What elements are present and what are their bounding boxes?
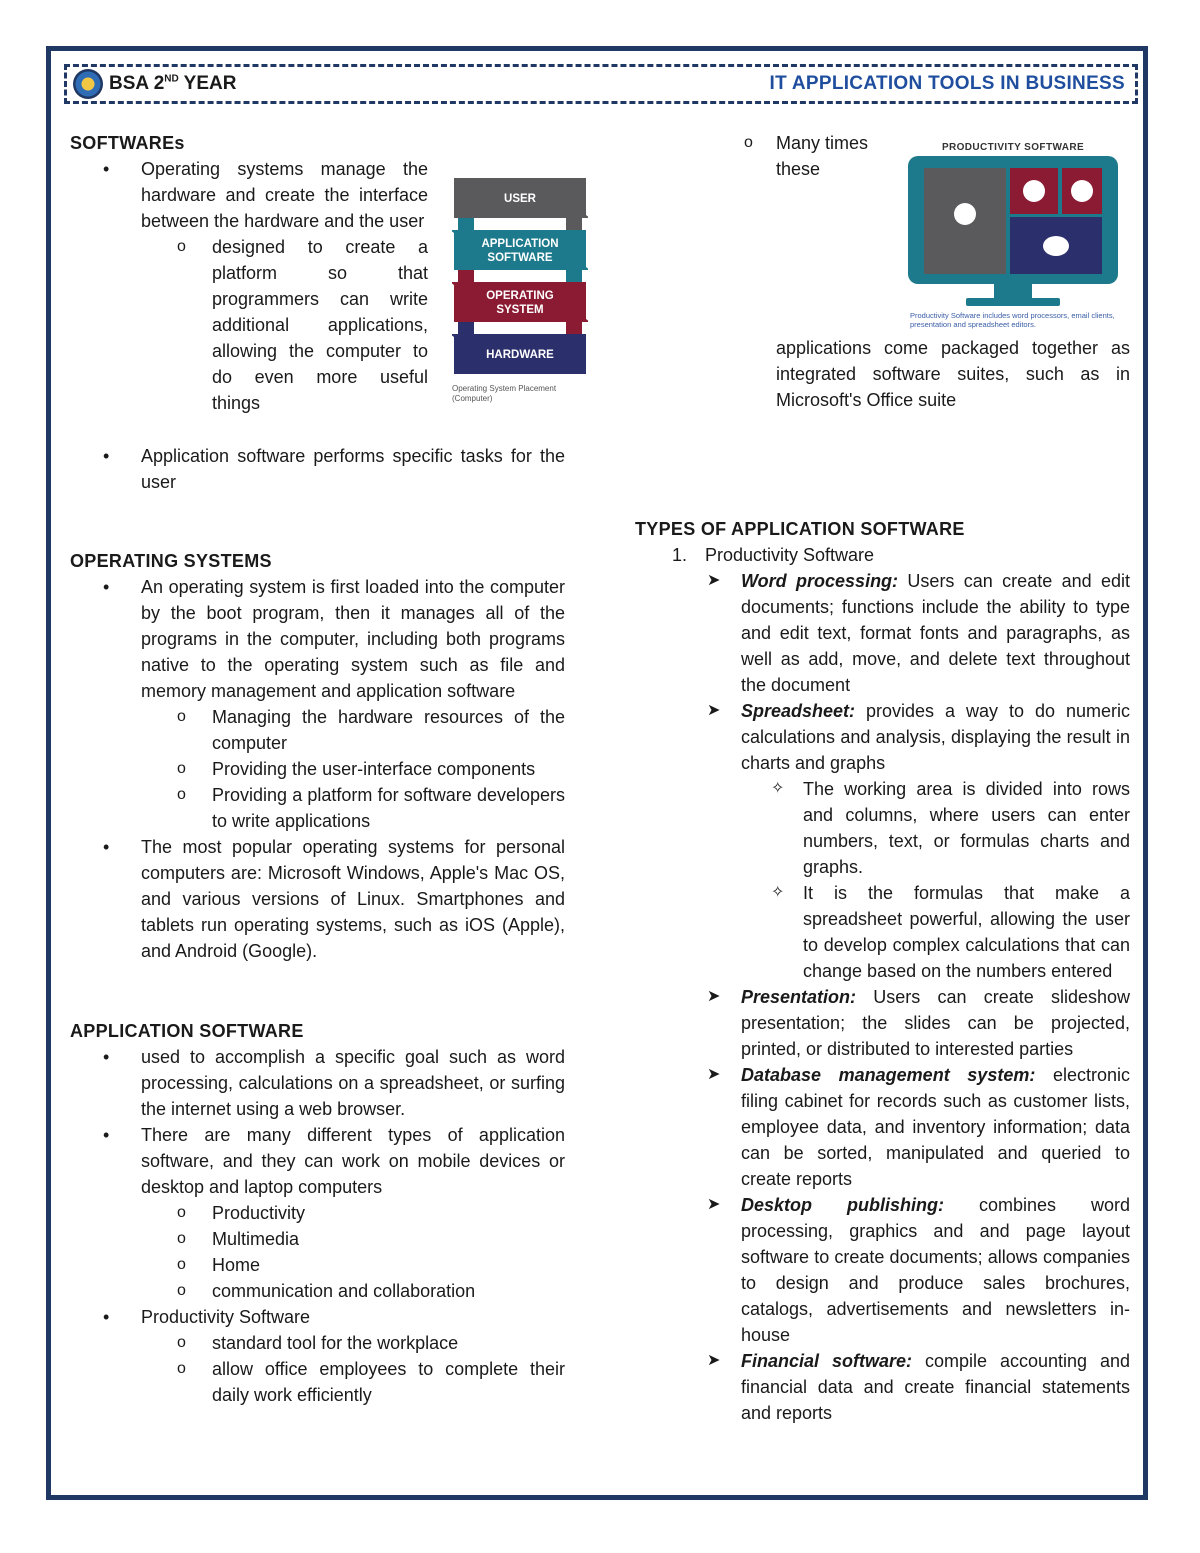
list-item: o Productivity (70, 1200, 565, 1226)
application-software-section (70, 1018, 565, 1408)
suites-note-part-b: applications come packaged together as integrated software suites, such as in Microsoft's Office suite (776, 338, 1130, 410)
operating-systems-section (70, 548, 565, 964)
definition: compile accounting and financial data and create financial statements and reports (741, 1351, 1130, 1423)
list-item: • used to accomplish a specific goal such as word processing, calculations on a spreadsheet, or surfing the internet using a web browser. (70, 1044, 565, 1122)
os-placement-figure (452, 178, 588, 403)
definition: Users can create and edit documents; functions include the ability to type and edit text, format fonts and paragraphs, as well as add, move, and delete text throughout the document (741, 571, 1130, 695)
term: Desktop publishing: (741, 1195, 944, 1215)
list-item: o designed to create a platform so that programmers can write additional applications, allowing the computer to do even more useful things (70, 234, 428, 416)
list-item: o Providing the user-interface components (70, 756, 565, 782)
list-item: • An operating system is first loaded into the computer by the boot program, then it manages all of the programs in the computer, including both programs native to the operating system such as file and memory management and application software (70, 574, 565, 704)
list-item: o Home (70, 1252, 565, 1278)
softwares-section (70, 130, 428, 416)
list-item: • There are many different types of application software, and they can work on mobile devices or desktop and laptop computers (70, 1122, 565, 1200)
item-number: 1. (672, 545, 688, 565)
spreadsheet-icon (954, 203, 976, 225)
list-item: • Operating systems manage the hardware and create the interface between the hardware and the user (70, 156, 428, 234)
subject-title: IT APPLICATION TOOLS IN BUSINESS (769, 73, 1125, 94)
softwares-section-cont (70, 443, 565, 495)
list-item: ✧ The working area is divided into rows and columns, where users can enter numbers, text, or formulas charts and graphs. (635, 776, 1130, 880)
definition: electronic filing cabinet for records such as customer lists, employee data, and inventory information; data can be sorted, manipulated and queried to create reports (741, 1065, 1130, 1189)
user-label: USER (504, 193, 536, 205)
list-item: ✧ It is the formulas that make a spreadsheet powerful, allowing the user to develop complex calculations that can change based on the numbers entered (635, 880, 1130, 984)
email-icon (1043, 236, 1069, 256)
list-item: o communication and collaboration (70, 1278, 565, 1304)
term: Spreadsheet: (741, 701, 856, 721)
item-label: Productivity Software (705, 545, 875, 565)
term: Presentation: (741, 987, 857, 1007)
types-heading: TYPES OF APPLICATION SOFTWARE (635, 519, 965, 539)
list-item: o Providing a platform for software developers to write applications (70, 782, 565, 834)
term: Word processing: (741, 571, 899, 591)
list-item (635, 1062, 1130, 1192)
types-section (635, 516, 1130, 1426)
list-item (635, 698, 1130, 776)
term: Financial software: (741, 1351, 912, 1371)
list-item: o standard tool for the workplace (70, 1330, 565, 1356)
os-label: OPERATING SYSTEM (486, 290, 554, 316)
app-heading: APPLICATION SOFTWARE (70, 1021, 304, 1041)
definition: Users can create slideshow presentation; the slides can be projected, printed, or distributed to interested parties (741, 987, 1130, 1059)
os-heading: OPERATING SYSTEMS (70, 551, 272, 571)
productivity-software-figure (904, 140, 1122, 330)
suites-note-text: Many times these (776, 133, 869, 179)
list-item (635, 1192, 1130, 1348)
list-item: o allow office employees to complete their daily work efficiently (70, 1356, 565, 1408)
monitor-illustration (904, 154, 1122, 320)
definition: combines word processing, graphics and and page layout software to create documents; allows companies to design and produce sales brochures, catalogs, advertisements and newsletters in-house (741, 1195, 1130, 1345)
list-item (635, 1348, 1130, 1426)
school-logo-icon (73, 69, 103, 99)
softwares-heading: SOFTWAREs (70, 133, 185, 153)
hw-label: HARDWARE (486, 349, 554, 361)
figure-caption: Productivity Software includes word processors, email clients, presentation and spreadsheet editors. (910, 311, 1115, 329)
definition: provides a way to do numeric calculations and analysis, displaying the result in charts and graphs (741, 701, 1130, 773)
app-label: APPLICATION SOFTWARE (481, 238, 559, 264)
figure-title: PRODUCTIVITY SOFTWARE (941, 142, 1085, 153)
presentation-icon (1071, 180, 1093, 202)
list-item: • Productivity Software (70, 1304, 565, 1330)
figure-caption: Operating System Placement (Computer) (452, 384, 557, 403)
list-item: o Managing the hardware resources of the computer (70, 704, 565, 756)
list-item: o Multimedia (70, 1226, 565, 1252)
term: Database management system: (741, 1065, 1036, 1085)
list-item (635, 984, 1130, 1062)
page-header (64, 64, 1138, 104)
numbered-item (635, 542, 1130, 568)
suites-note-part-a (740, 130, 890, 182)
list-item (635, 568, 1130, 698)
sub-bullet-icon: o (744, 134, 753, 151)
document-icon (1023, 180, 1045, 202)
course-year: BSA 2ND YEAR (109, 73, 237, 94)
list-item: • Application software performs specific tasks for the user (70, 443, 565, 495)
list-item: • The most popular operating systems for personal computers are: Microsoft Windows, Apple's Mac OS, and various versions of Linux. Smartphones and tablets run operating systems, such as iOS (Apple), and Android (Google). (70, 834, 565, 964)
